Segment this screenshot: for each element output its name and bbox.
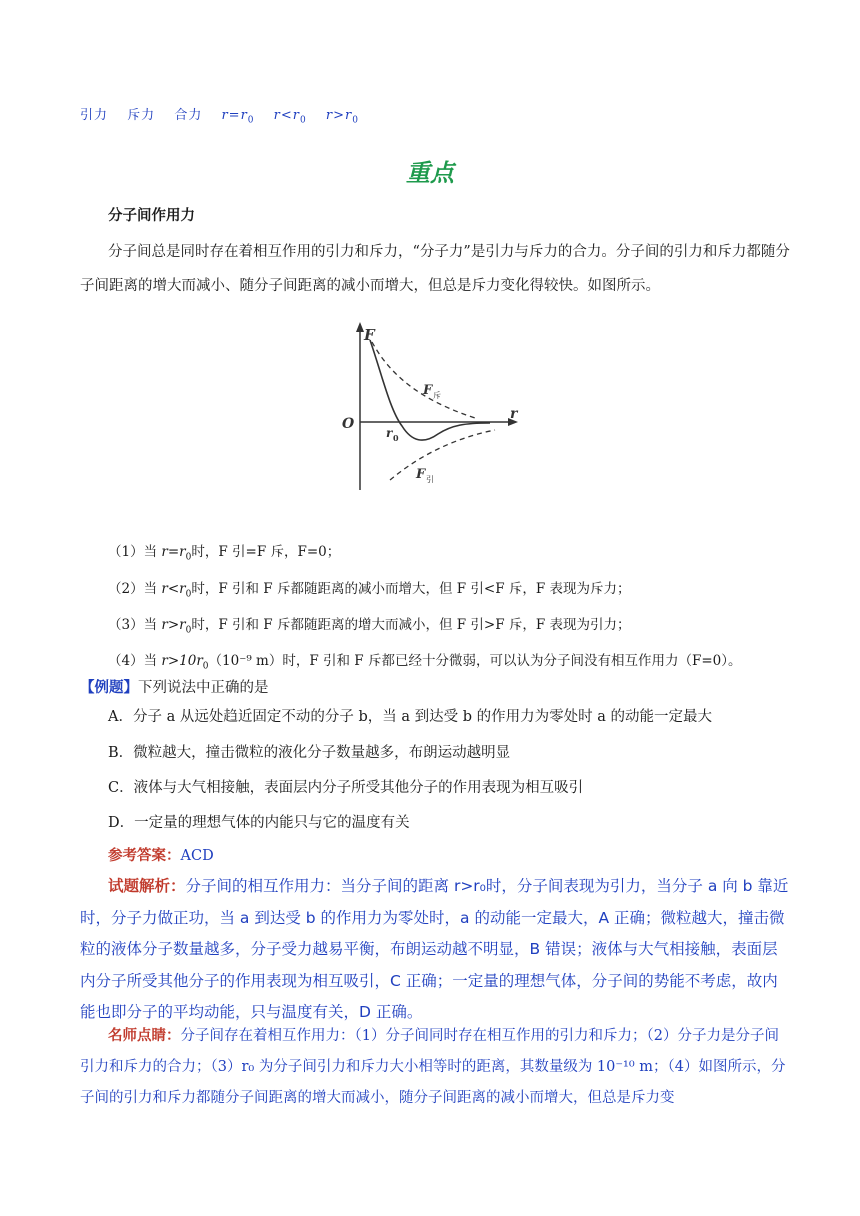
condition-1: （1）当 $r=r_0$时，F 引=F 斥，F=0； — [108, 544, 341, 563]
y-axis-label: F — [364, 326, 375, 344]
y-axis-arrow — [356, 322, 364, 332]
repulsion-subscript: 斥 — [433, 391, 441, 400]
keyword-resultant: 合力 — [174, 108, 203, 123]
analysis-paragraph — [80, 871, 790, 1029]
teacher-note — [80, 1021, 790, 1114]
analysis-text: 分子间的相互作用力：当分子间的距离 r>r₀时，分子间表现为引力，当分子 a 向 b 靠近时，分子力做正功，当 a 到达受 b 的作用力为零处时，a 的动能一定最大，A 正确；微粒越大，撞击微粒的液体分子数量越多，分子受力越易平衡，布朗运动越不明显，B 错误；液体与大气相接触，表面层内分子所受其他分子的作用表现为相互吸引，C 正确；一定量的理想气体，分子间的势能不考虑，故内能也即分子的平均动能，只与温度有关，D 正确。 — [80, 877, 789, 1021]
answer-value: ACD — [180, 848, 214, 864]
attraction-curve — [390, 430, 495, 480]
option-c: C．液体与大气相接触，表面层内分子所受其他分子的作用表现为相互吸引 — [108, 780, 584, 796]
keyword-r-equal: $r=r_0$ — [221, 108, 255, 126]
repulsion-curve — [372, 342, 475, 418]
condition-4: （4）当 $r>10r_0(10^{-9}$ m）时，F 引和 F 斥都已经十分微弱，可以认为分子间没有相互作用力（F=0）。 — [108, 653, 742, 672]
note-label: 名师点睛： — [108, 1028, 181, 1044]
keyword-repulsion: 斥力 — [127, 108, 156, 123]
x-axis-label: r — [510, 406, 518, 422]
example-text: 下列说法中正确的是 — [138, 680, 269, 696]
repulsion-label: F — [423, 383, 433, 398]
option-b: B．微粒越大，撞击微粒的液化分子数量越多，布朗运动越明显 — [108, 745, 511, 761]
keyword-line — [80, 104, 373, 126]
condition-2: （2）当 $r<r_0$时，F 引和 F 斥都随距离的减小而增大，但 F 引<F 斥，F 表现为斥力； — [108, 581, 631, 600]
page-heading: 重点 — [406, 159, 454, 187]
condition-3: （3）当 $r>r_0$时，F 引和 F 斥都随距离的增大而减小，但 F 引>F 斥，F 表现为引力； — [108, 617, 631, 636]
force-distance-figure — [330, 320, 530, 499]
keyword-r-greater: $r>r_0$ — [325, 108, 359, 126]
note-text: 分子间存在着相互作用力：（1）分子间同时存在相互作用的引力和斥力；（2）分子力是分子间引力和斥力的合力；（3）r₀ 为分子间引力和斥力大小相等时的距离，其数量级为 10⁻¹⁰ m；（4）如图所示，分子间的引力和斥力都随分子间距离的增大而减小，随分子间距离的减小而增大，但总是斥力变 — [80, 1028, 786, 1106]
force-curve-diagram — [330, 320, 530, 495]
origin-label: O — [342, 416, 355, 432]
example-tag: 【例题】 — [80, 679, 138, 696]
r0-subscript: 0 — [393, 433, 399, 443]
analysis-label: 试题解析： — [108, 877, 186, 895]
attraction-subscript: 引 — [426, 475, 434, 484]
attraction-label: F — [416, 467, 426, 482]
keyword-attraction: 引力 — [80, 108, 109, 123]
keyword-r-less: $r<r_0$ — [273, 108, 307, 126]
answer-line — [108, 844, 214, 865]
option-d: D．一定量的理想气体的内能只与它的温度有关 — [108, 815, 410, 831]
answer-label: 参考答案： — [108, 848, 181, 864]
option-a: A．分子 a 从远处趋近固定不动的分子 b，当 a 到达受 b 的作用力为零处时 a 的动能一定最大 — [108, 709, 712, 725]
example-question — [80, 676, 269, 697]
r0-label: r — [386, 426, 393, 440]
intro-paragraph: 分子间总是同时存在着相互作用的引力和斥力，“分子力”是引力与斥力的合力。分子间的引力和斥力都随分子间距离的增大而减小、随分子间距离的减小而增大，但总是斥力变化得较快。如图所示。 — [80, 244, 790, 294]
section-title: 分子间作用力 — [108, 208, 195, 224]
